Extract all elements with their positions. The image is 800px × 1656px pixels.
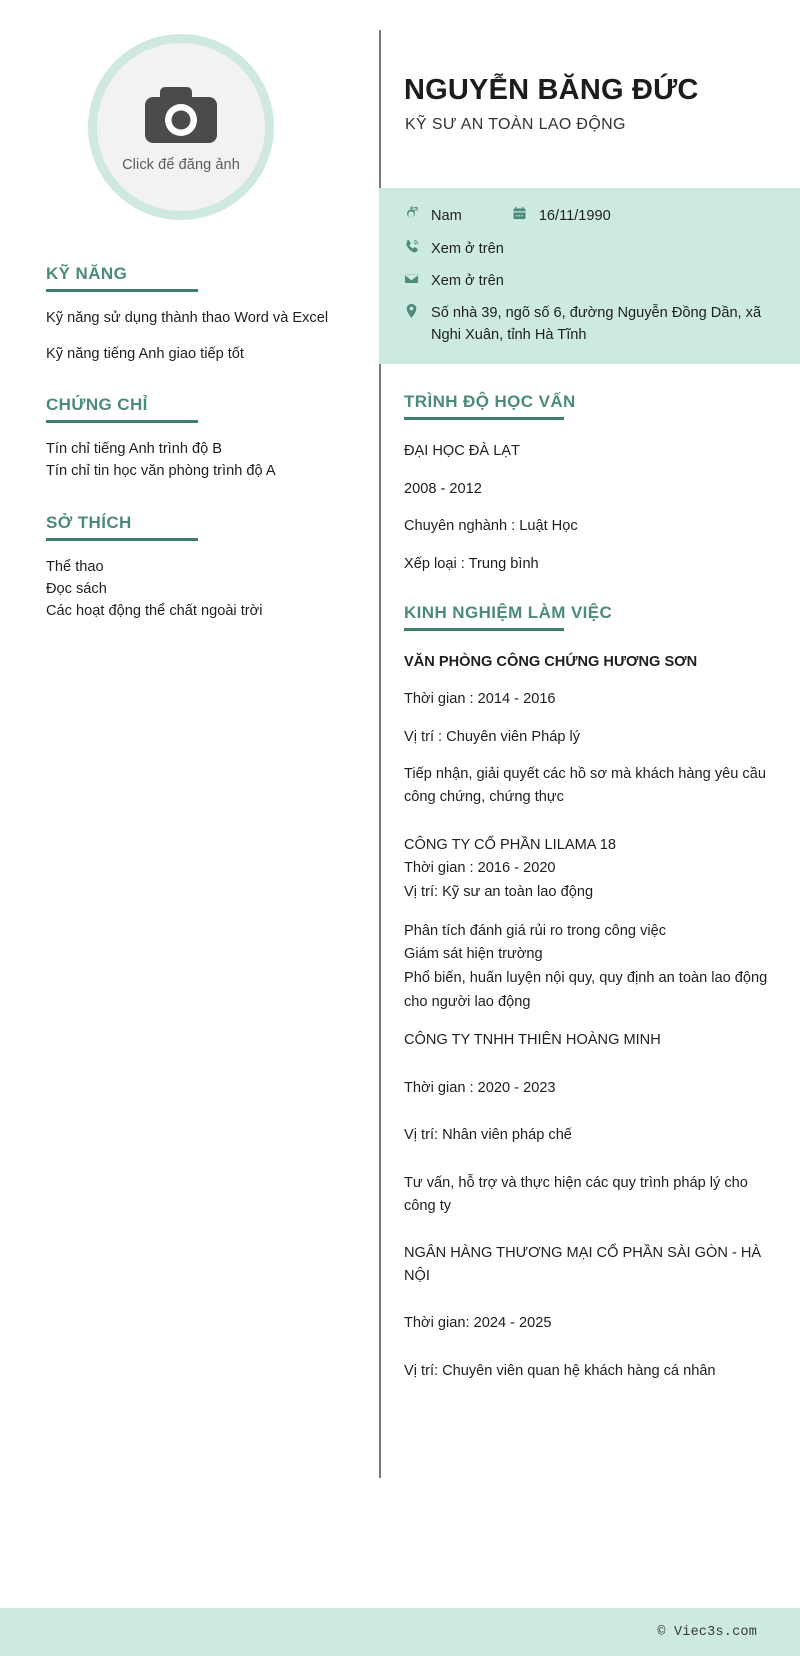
experience-position: Vị trí : Chuyên viên Pháp lý [404, 728, 581, 745]
footer-copyright: © Viec3s.com [657, 1624, 757, 1640]
experience-entry [404, 834, 778, 1014]
email-value: Xem ở trên [431, 272, 504, 289]
experience-heading: KINH NGHIỆM LÀM VIỆC [404, 602, 613, 622]
experience-company: CÔNG TY CỔ PHẦN LILAMA 18 [404, 836, 616, 853]
section-experience [379, 603, 800, 1383]
contact-row-gender-birth [404, 205, 782, 227]
experience-description: Giám sát hiện trường [404, 946, 543, 963]
main-column [379, 0, 800, 1398]
camera-icon [139, 81, 223, 150]
entry-spacer [404, 1162, 778, 1172]
experience-position: Vị trí: Chuyên viên quan hệ khách hàng cá nhân [404, 1363, 716, 1380]
experience-description: Phổ biến, huấn luyện nội quy, quy định an toàn lao động cho người lao động [404, 969, 768, 1010]
hobby-item: Đọc sách [46, 580, 107, 597]
candidate-job-title: KỸ SƯ AN TOÀN LAO ĐỘNG [405, 116, 626, 134]
map-pin-icon [404, 302, 426, 318]
hobby-item: Các hoạt động thể chất ngoài trời [46, 602, 263, 619]
address-value: Số nhà 39, ngõ số 6, đường Nguyễn Đồng Dần, xã Nghi Xuân, tỉnh Hà Tĩnh [431, 304, 762, 344]
entry-spacer [404, 905, 778, 920]
section-certificates [46, 395, 355, 482]
experience-company: VĂN PHÒNG CÔNG CHỨNG HƯƠNG SƠN [404, 653, 698, 670]
experience-description: Phân tích đánh giá rủi ro trong công việc [404, 922, 667, 939]
certificates-heading: CHỨNG CHỈ [46, 395, 148, 415]
experience-time: Thời gian : 2014 - 2016 [404, 691, 556, 708]
birthdate-value: 16/11/1990 [538, 208, 611, 225]
sidebar-column [0, 0, 379, 622]
contact-row-email [404, 270, 782, 292]
photo-upload-area[interactable] [88, 34, 274, 220]
skills-heading: KỸ NĂNG [46, 264, 128, 283]
experience-underline [404, 628, 564, 631]
certificates-underline [46, 420, 198, 423]
skills-underline [46, 289, 198, 292]
education-grade: Xếp loại : Trung bình [404, 556, 539, 573]
experience-description: Tư vấn, hỗ trợ và thực hiện các quy trình pháp lý cho công ty [404, 1175, 748, 1214]
entry-spacer [404, 824, 778, 834]
entry-spacer [404, 1114, 778, 1124]
experience-time: Thời gian : 2020 - 2023 [404, 1079, 556, 1096]
section-education [379, 392, 800, 575]
skill-item: Kỹ năng tiếng Anh giao tiếp tốt [46, 345, 244, 362]
education-school: ĐẠI HỌC ĐÀ LẠT [404, 443, 520, 460]
education-years: 2008 - 2012 [404, 480, 482, 497]
contact-row-phone [404, 238, 782, 260]
experience-entry [404, 1029, 778, 1217]
experience-entry [404, 651, 778, 809]
experience-position: Vị trí: Nhân viên pháp chế [404, 1127, 572, 1144]
hobbies-underline [46, 538, 198, 541]
contact-gender [404, 205, 462, 227]
experience-entry [404, 1242, 778, 1382]
certificate-item: Tín chỉ tin học văn phòng trình độ A [46, 463, 276, 480]
section-skills [46, 264, 355, 365]
education-heading: TRÌNH ĐỘ HỌC VẤN [404, 392, 576, 412]
candidate-name: NGUYỄN BĂNG ĐỨC [404, 74, 699, 106]
certificate-item: Tín chỉ tiếng Anh trình độ B [46, 441, 223, 458]
experience-time: Thời gian: 2024 - 2025 [404, 1315, 552, 1332]
skill-item: Kỹ năng sử dụng thành thao Word và Excel [46, 310, 329, 326]
phone-icon [404, 238, 426, 254]
gender-value: Nam [431, 208, 462, 225]
contact-row-address [404, 302, 782, 346]
experience-position: Vị trí: Kỹ sư an toàn lao động [404, 883, 594, 900]
entry-spacer [404, 1350, 778, 1360]
calendar-icon [512, 205, 534, 221]
entry-spacer [404, 1232, 778, 1242]
hobbies-heading: SỞ THÍCH [46, 512, 132, 532]
envelope-icon [404, 270, 426, 286]
hobby-item: Thể thao [46, 558, 104, 575]
contact-info-band [379, 188, 800, 364]
phone-value: Xem ở trên [431, 240, 504, 257]
experience-company: NGÂN HÀNG THƯƠNG MẠI CỔ PHẦN SÀI GÒN - HÀ NỘI [404, 1245, 762, 1284]
experience-time: Thời gian : 2016 - 2020 [404, 860, 556, 877]
experience-description: Tiếp nhận, giải quyết các hồ sơ mà khách hàng yêu cầu công chứng, chứng thực [404, 766, 766, 806]
education-underline [404, 417, 564, 420]
contact-birthdate [512, 205, 611, 227]
entry-spacer [404, 1014, 778, 1029]
footer-bar [0, 1608, 800, 1656]
experience-company: CÔNG TY TNHH THIÊN HOÀNG MINH [404, 1032, 661, 1049]
entry-spacer [404, 1302, 778, 1312]
entry-spacer [404, 1067, 778, 1077]
photo-upload-label: Click để đăng ảnh [122, 157, 240, 173]
education-major: Chuyên nghành : Luật Học [404, 518, 578, 535]
section-hobbies [46, 513, 355, 623]
gender-icon [404, 205, 426, 221]
